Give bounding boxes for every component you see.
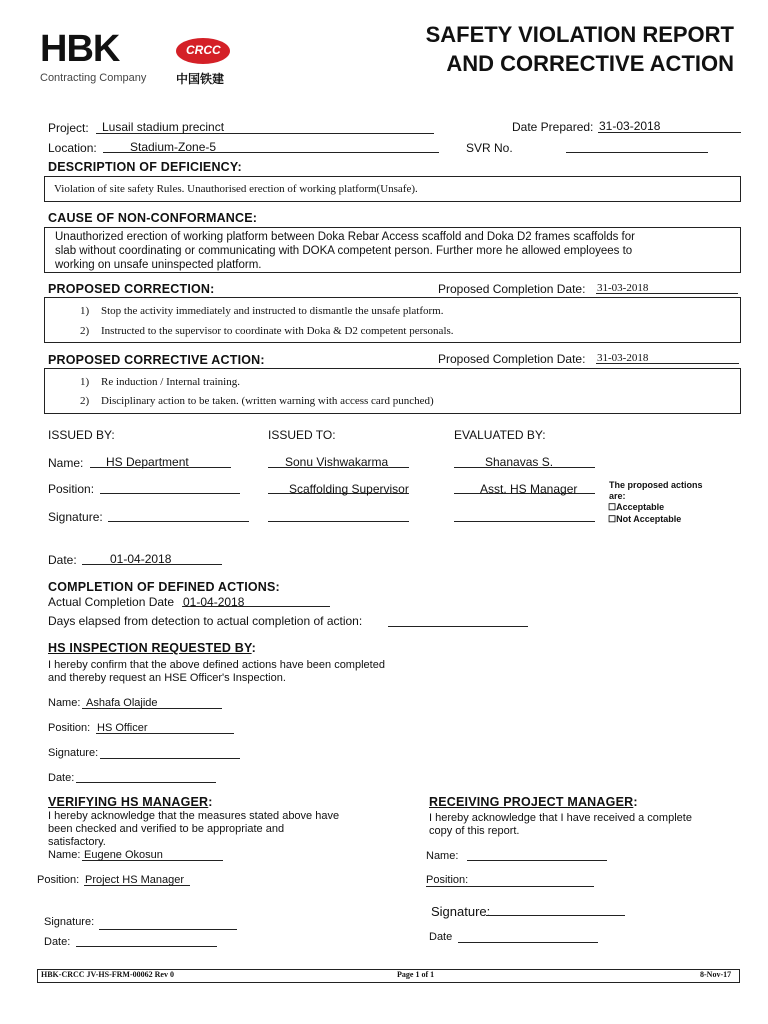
- receiving-position-label: Position:: [426, 874, 469, 886]
- receiving-signature-label: Signature:: [431, 904, 491, 919]
- logo-badge-text: CRCC: [186, 43, 221, 57]
- project-label: Project:: [48, 121, 89, 135]
- inspection-heading-text: HS INSPECTION REQUESTED BY: [48, 641, 252, 655]
- corrective-date-label: Proposed Completion Date:: [438, 352, 586, 366]
- corrective-item2-text: Disciplinary action to be taken. (written warning with access card punched): [101, 395, 434, 407]
- evaluated-position-value[interactable]: Asst. HS Manager: [480, 482, 578, 496]
- receiving-heading: [429, 795, 638, 809]
- project-value[interactable]: Lusail stadium precinct: [102, 120, 225, 134]
- inspection-signature-label: Signature:: [48, 747, 99, 759]
- issued-by-position-underline[interactable]: [100, 493, 240, 494]
- verifying-heading-text: VERIFYING HS MANAGER: [48, 795, 209, 809]
- verifying-signature-label: Signature:: [44, 916, 95, 928]
- cause-line3: working on unsafe uninspected platform.: [55, 259, 262, 271]
- correction-date-value[interactable]: 31-03-2018: [597, 282, 649, 294]
- verifying-heading-colon: :: [208, 795, 213, 809]
- not-acceptable-checkbox[interactable]: ☐Not Acceptable: [608, 514, 682, 524]
- verifying-date-label: Date:: [44, 936, 71, 948]
- verifying-date-line[interactable]: [76, 946, 217, 947]
- verifying-line3: satisfactory.: [48, 836, 106, 848]
- date-prepared-value[interactable]: 31-03-2018: [599, 119, 661, 133]
- correction-item1-num: 1): [80, 305, 90, 317]
- receiving-name-line[interactable]: [467, 860, 607, 861]
- corrective-action-box: [44, 368, 741, 414]
- issued-by-signature-label: Signature:: [48, 510, 103, 524]
- logo-letters: HBK: [40, 28, 120, 70]
- corrective-item1-text: Re induction / Internal training.: [101, 376, 240, 388]
- receiving-date-line[interactable]: [458, 942, 598, 943]
- corrective-item1-num: 1): [80, 376, 90, 388]
- inspection-position-value[interactable]: HS Officer: [97, 722, 148, 734]
- acceptable-checkbox[interactable]: ☐Acceptable: [608, 502, 665, 512]
- issued-to-signature-line[interactable]: [268, 521, 409, 522]
- logo-subtitle: Contracting Company: [40, 72, 147, 84]
- inspection-line2: and thereby request an HSE Officer's Inspection.: [48, 672, 286, 684]
- footer-date: 8-Nov-17: [700, 970, 732, 979]
- corrective-item2-num: 2): [80, 395, 90, 407]
- report-title-line1: SAFETY VIOLATION REPORT: [425, 22, 734, 47]
- issued-by-name-value[interactable]: HS Department: [106, 455, 189, 469]
- receiving-name-label: Name:: [426, 850, 459, 862]
- date-prepared-label: Date Prepared:: [512, 120, 594, 134]
- verifying-name-label: Name:: [48, 849, 81, 861]
- inspection-date-label: Date:: [48, 772, 75, 784]
- report-title-line2: AND CORRECTIVE ACTION: [446, 51, 734, 76]
- cause-heading: CAUSE OF NON-CONFORMANCE:: [48, 211, 258, 225]
- correction-heading: PROPOSED CORRECTION:: [48, 282, 215, 296]
- svr-underline[interactable]: [566, 152, 708, 153]
- correction-item2-num: 2): [80, 325, 90, 337]
- verifying-position-label: Position:: [37, 874, 80, 886]
- proposed-actions-note-1: The proposed actions: [609, 480, 703, 490]
- issued-by-name-label: Name:: [48, 456, 84, 470]
- location-value[interactable]: Stadium-Zone-5: [130, 140, 217, 154]
- inspection-heading: [48, 641, 256, 655]
- receiving-position-line[interactable]: [426, 886, 594, 887]
- verifying-position-value[interactable]: Project HS Manager: [85, 874, 185, 886]
- inspection-heading-colon: :: [251, 641, 256, 655]
- verifying-heading: [48, 795, 213, 809]
- issued-by-heading: ISSUED BY:: [48, 428, 115, 442]
- deficiency-text: Violation of site safety Rules. Unauthorised erection of working platform(Unsafe).: [54, 183, 418, 195]
- verifying-signature-line[interactable]: [99, 929, 237, 930]
- evaluated-by-heading: EVALUATED BY:: [454, 428, 546, 442]
- days-elapsed-underline[interactable]: [388, 626, 528, 627]
- verifying-line2: been checked and verified to be appropriate and: [48, 823, 285, 835]
- receiving-heading-text: RECEIVING PROJECT MANAGER: [429, 795, 634, 809]
- inspection-name-value[interactable]: Ashafa Olajide: [86, 697, 158, 709]
- correction-item1-text: Stop the activity immediately and instructed to dismantle the unsafe platform.: [101, 305, 444, 317]
- corrective-date-value[interactable]: 31-03-2018: [597, 352, 649, 364]
- issued-to-position-value[interactable]: Scaffolding Supervisor: [289, 482, 409, 496]
- correction-item2-text: Instructed to the supervisor to coordinate with Doka & D2 competent personals.: [101, 325, 454, 337]
- issued-by-signature-line[interactable]: [108, 521, 249, 522]
- issued-by-position-label: Position:: [48, 482, 95, 496]
- days-elapsed-label: Days elapsed from detection to actual completion of action:: [48, 614, 363, 628]
- receiving-signature-line[interactable]: [486, 915, 625, 916]
- receiving-heading-colon: :: [633, 795, 638, 809]
- inspection-position-label: Position:: [48, 722, 91, 734]
- issued-to-name-value[interactable]: Sonu Vishwakarma: [285, 455, 389, 469]
- logo-chinese: 中国铁建: [176, 72, 225, 86]
- evaluated-name-value[interactable]: Shanavas S.: [485, 455, 554, 469]
- receiving-line2: copy of this report.: [429, 825, 520, 837]
- inspection-signature-line[interactable]: [100, 758, 240, 759]
- proposed-actions-note-2: are:: [609, 491, 626, 501]
- deficiency-heading: DESCRIPTION OF DEFICIENCY:: [48, 160, 242, 174]
- receiving-date-label: Date: [429, 931, 453, 943]
- correction-date-label: Proposed Completion Date:: [438, 282, 586, 296]
- issue-date-label: Date:: [48, 553, 77, 567]
- completion-heading: COMPLETION OF DEFINED ACTIONS:: [48, 580, 280, 594]
- footer-page: Page 1 of 1: [397, 970, 435, 979]
- verifying-line1: I hereby acknowledge that the measures stated above have: [48, 810, 340, 822]
- issued-to-heading: ISSUED TO:: [268, 428, 336, 442]
- company-logo: [40, 28, 250, 86]
- actual-completion-label: Actual Completion Date: [48, 595, 175, 609]
- receiving-line1: I hereby acknowledge that I have received a complete: [429, 812, 692, 824]
- issue-date-value[interactable]: 01-04-2018: [110, 552, 172, 566]
- inspection-name-label: Name:: [48, 697, 81, 709]
- corrective-action-heading: PROPOSED CORRECTIVE ACTION:: [48, 353, 265, 367]
- cause-line1: Unauthorized erection of working platform between Doka Rebar Access scaffold and Doka D2 frames scaffolds for: [55, 231, 635, 243]
- actual-completion-value[interactable]: 01-04-2018: [183, 595, 245, 609]
- location-label: Location:: [48, 141, 97, 155]
- cause-line2: slab without coordinating or communicating with DOKA competent person. Further more he allowed employees to: [55, 245, 633, 257]
- verifying-name-value[interactable]: Eugene Okosun: [84, 849, 163, 861]
- svr-label: SVR No.: [466, 141, 513, 155]
- inspection-line1: I hereby confirm that the above defined actions have been completed: [48, 659, 385, 671]
- footer-doc-code: HBK-CRCC JV-HS-FRM-00062 Rev 0: [41, 970, 174, 979]
- evaluated-signature-line[interactable]: [454, 521, 595, 522]
- inspection-date-line[interactable]: [76, 782, 216, 783]
